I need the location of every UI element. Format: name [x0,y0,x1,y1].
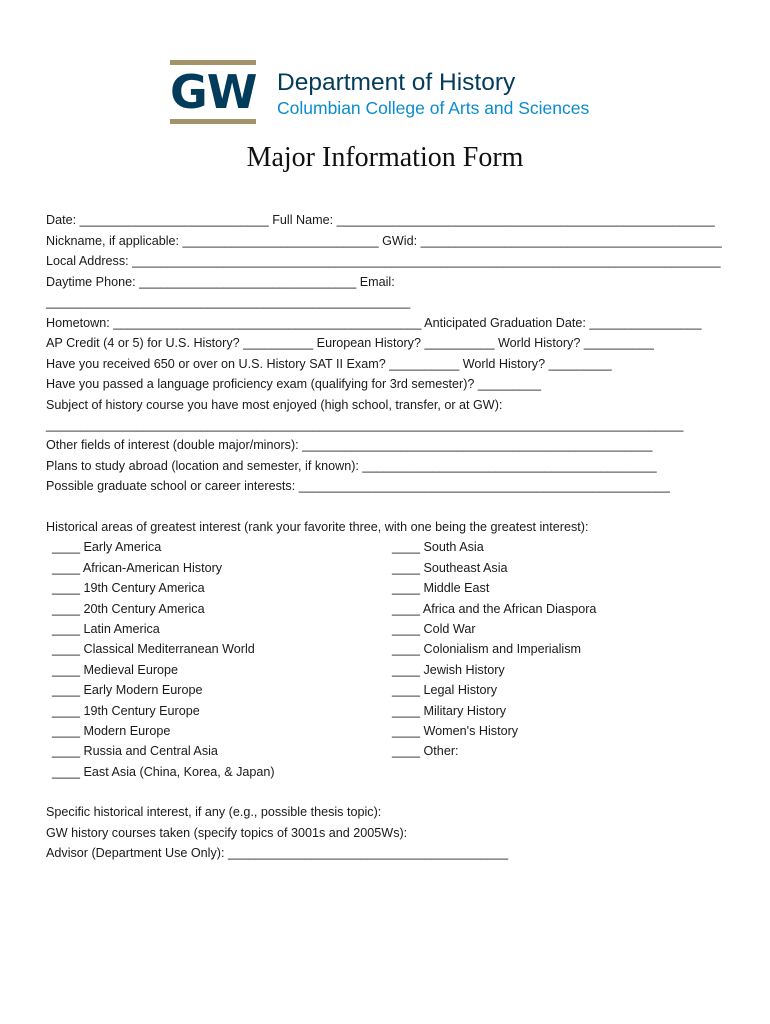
ap-credit-line[interactable]: AP Credit (4 or 5) for U.S. History? __________ European History? __________ World History? __________ [46,336,654,350]
area-item[interactable]: ____ Early Modern Europe [52,683,203,697]
area-item[interactable]: ____ Legal History [392,683,498,697]
email-blank-line[interactable]: ____________________________________________________ [46,295,411,309]
area-item[interactable]: ____ Russia and Central Asia [52,744,218,758]
logo-letters: GW [170,65,257,119]
area-item[interactable]: ____ Women's History [392,724,519,738]
hometown-graduation-line[interactable]: Hometown: ____________________________________________ Anticipated Graduation Date: ________________ [46,316,702,330]
area-item[interactable]: ____ African-American History [52,561,223,575]
specific-interest-line[interactable]: Specific historical interest, if any (e.g., possible thesis topic): [46,805,382,819]
area-item[interactable]: ____ Middle East [392,581,490,595]
area-item[interactable]: ____ Medieval Europe [52,663,179,677]
study-abroad-line[interactable]: Plans to study abroad (location and semester, if known): __________________________________________ [46,459,657,473]
area-item[interactable]: ____ Other: [392,744,459,758]
date-fullname-line[interactable]: Date: ___________________________ Full Name: ______________________________________________________ [46,213,715,227]
courses-taken-line[interactable]: GW history courses taken (specify topics of 3001s and 2005Ws): [46,826,408,840]
area-item[interactable]: ____ 19th Century America [52,581,205,595]
enjoyed-course-label: Subject of history course you have most enjoyed (high school, transfer, or at GW): [46,398,503,412]
area-item[interactable]: ____ East Asia (China, Korea, & Japan) [52,765,275,779]
area-item[interactable]: ____ Jewish History [392,663,505,677]
form-title: Major Information Form [246,142,524,173]
local-address-line[interactable]: Local Address: ____________________________________________________________________________________ [46,254,721,268]
college-name: Columbian College of Arts and Sciences [277,98,590,118]
area-item[interactable]: ____ Military History [392,704,507,718]
enjoyed-course-blank[interactable]: ___________________________________________________________________________________________ [46,418,684,432]
gw-monogram [170,60,256,126]
nickname-gwid-line[interactable]: Nickname, if applicable: ____________________________ GWid: ___________________________________________ [46,234,722,248]
area-item[interactable]: ____ Southeast Asia [392,561,508,575]
area-item[interactable]: ____ Latin America [52,622,160,636]
department-name: Department of History [277,69,516,96]
area-item[interactable]: ____ Classical Mediterranean World [52,642,255,656]
language-exam-line[interactable]: Have you passed a language proficiency exam (qualifying for 3rd semester)? _________ [46,377,541,391]
gw-history-logo [170,60,610,126]
area-item[interactable]: ____ Early America [52,540,162,554]
sat-exam-line[interactable]: Have you received 650 or over on U.S. History SAT II Exam? __________ World History? _________ [46,357,612,371]
graduate-career-line[interactable]: Possible graduate school or career interests: _____________________________________________________ [46,479,670,493]
area-item[interactable]: ____ Cold War [392,622,476,636]
area-item[interactable]: ____ Modern Europe [52,724,171,738]
other-fields-line[interactable]: Other fields of interest (double major/minors): __________________________________________________ [46,438,653,452]
area-item[interactable]: ____ Africa and the African Diaspora [392,602,597,616]
area-item[interactable]: ____ South Asia [392,540,484,554]
advisor-line[interactable]: Advisor (Department Use Only): ________________________________________ [46,846,509,860]
logo-gold-bar-bottom [170,119,256,124]
phone-email-line[interactable]: Daytime Phone: _______________________________ Email: [46,275,395,289]
area-item[interactable]: ____ 19th Century Europe [52,704,200,718]
area-item[interactable]: ____ 20th Century America [52,602,205,616]
areas-heading: Historical areas of greatest interest (rank your favorite three, with one being the greatest interest): [46,520,589,534]
area-item[interactable]: ____ Colonialism and Imperialism [392,642,581,656]
